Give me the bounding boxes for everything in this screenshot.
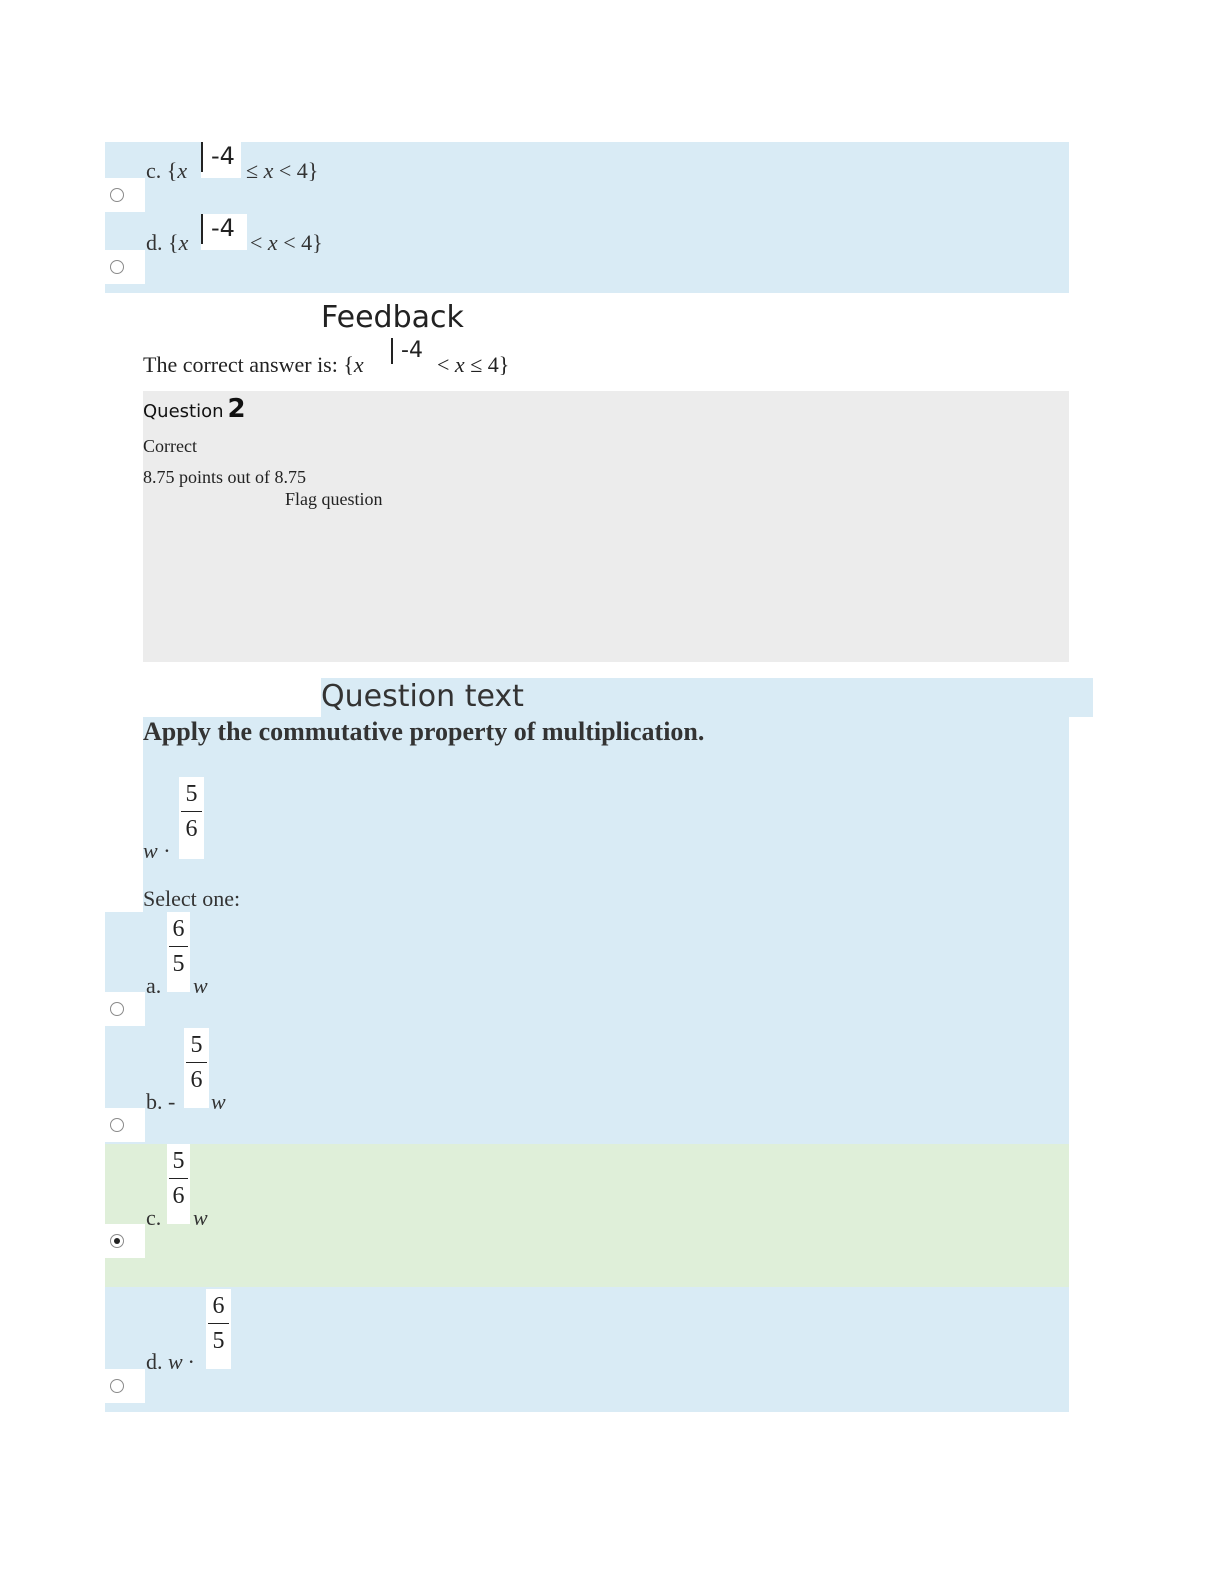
q2-option-d-label[interactable]: d. w · [146,1349,194,1374]
set-builder-bar [201,214,203,244]
correct-answer-math-image: -4 [391,338,431,370]
q2-option-c-radio[interactable] [110,1234,124,1248]
q2-option-c-letter[interactable]: c. [146,1205,162,1230]
q2-option-b-fraction-image: 5 6 [184,1028,209,1108]
q1-option-c-math-image: -4 [201,142,241,178]
set-builder-bar [391,338,393,364]
question-prompt: Apply the commutative property of multiplication. [143,717,705,746]
question-label: Question [143,401,224,422]
q2-option-a-letter[interactable]: a. [146,973,162,998]
q1-option-d-label[interactable]: d. {x [146,230,189,255]
q2-option-b-radio[interactable] [110,1118,124,1132]
q2-option-c-fraction-image: 5 6 [167,1144,190,1224]
q1-option-c-radio[interactable] [110,188,124,202]
select-one-label: Select one: [143,886,241,911]
question-number-value: 2 [227,394,246,424]
q1-option-d-radio[interactable] [110,260,124,274]
q2-option-b-variable: w [211,1089,226,1114]
q2-option-a-fraction-image: 6 5 [167,912,190,992]
q1-option-c-rest: ≤ x < 4} [246,158,319,183]
flag-question-link[interactable]: Flag question [285,489,383,509]
q2-option-c-row [105,1144,1069,1287]
option-letter: d. [146,230,163,255]
option-letter: c. [146,158,162,183]
q2-option-d-row [105,1287,1069,1412]
question-expression: w · [143,838,171,863]
question-number [143,394,246,424]
feedback-heading: Feedback [321,300,464,335]
question-info-right-panel [285,508,1069,648]
expression-fraction-image: 5 6 [179,777,204,859]
question-text-heading: Question text [321,679,524,714]
q2-option-a-radio[interactable] [110,1002,124,1016]
q2-option-b-label[interactable]: b. - [146,1089,176,1114]
question-grade: 8.75 points out of 8.75 [143,467,307,487]
set-builder-bar [201,142,203,172]
q1-option-d-rest: < x < 4} [250,230,323,255]
q2-option-a-variable: w [193,973,208,998]
q2-option-d-radio[interactable] [110,1379,124,1393]
q2-option-a-row [105,912,1069,1028]
q2-option-b-row [105,1028,1069,1144]
correct-answer-rest: < x ≤ 4} [437,352,510,377]
q1-option-d-math-image: -4 [201,214,247,250]
q1-option-c-label[interactable]: c. {x [146,158,188,183]
q2-option-d-fraction-image: 6 5 [206,1289,231,1369]
question-status: Correct [143,436,197,456]
q2-option-c-variable: w [193,1205,208,1230]
correct-answer-line: The correct answer is: {x [143,352,364,377]
